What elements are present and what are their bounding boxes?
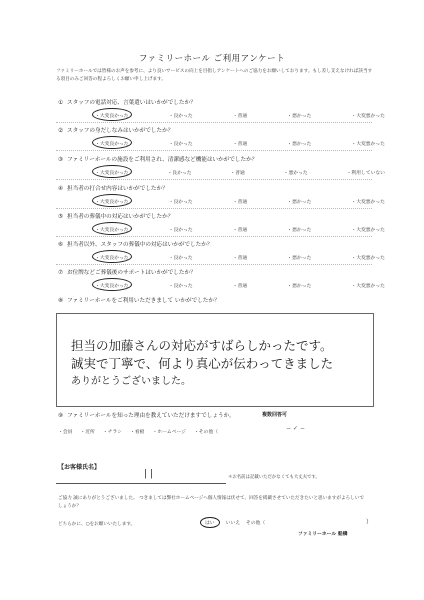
question-4	[58, 184, 168, 192]
question-number: ②	[58, 128, 64, 134]
option[interactable]: ・ 利用していない	[347, 169, 385, 176]
selected-answer-circle	[92, 194, 132, 207]
option[interactable]: ・ 良かった	[169, 112, 193, 119]
question-text: 担当者の打合せ内容はいかがでしたか？	[67, 186, 168, 192]
divider	[56, 150, 372, 151]
question-1	[58, 98, 196, 106]
choose-instruction: どちらかに、○をお願いいたします。	[58, 522, 136, 527]
question-text: ファミリーホールの施設をご利用され、清潔感など機能はいかがでしたか？	[67, 157, 258, 163]
option[interactable]: ・ 看板	[130, 428, 144, 435]
option[interactable]: ・ 良かった	[169, 226, 193, 233]
question-text: ファミリーホールをご利用いただきまして いかがでしたか？	[67, 298, 220, 304]
option[interactable]: ・ ホームページ	[152, 428, 186, 435]
selected-answer-circle	[92, 250, 132, 263]
option-yes-circled[interactable]: はい	[200, 517, 220, 528]
option[interactable]: ・ 近所	[80, 428, 94, 435]
option[interactable]: ・ 悪かった	[284, 169, 308, 176]
option[interactable]: ・ 大変良かった	[95, 112, 129, 119]
option[interactable]: ・ 普通	[233, 198, 247, 205]
handwritten-comment-line: 担当の加藤さんの対応がすばらしかったです。	[71, 338, 333, 353]
option[interactable]: ・ 良かった	[169, 198, 193, 205]
option[interactable]: ・ 大変良かった	[95, 254, 129, 261]
option[interactable]: ・ 悪かった	[287, 254, 311, 261]
handwritten-mark: − ✓ −	[286, 425, 305, 432]
question-7	[58, 268, 196, 276]
question-1-options	[95, 112, 385, 119]
question-number: ①	[58, 100, 64, 106]
selected-answer-circle	[92, 136, 132, 149]
option[interactable]: ・ チラシ	[103, 428, 122, 435]
option[interactable]: ・ 大変悪かった	[351, 226, 385, 233]
option[interactable]: ・ 大変良かった	[95, 140, 129, 147]
option[interactable]: ・ 大変良かった	[95, 226, 129, 233]
option[interactable]: ・ 良かった	[169, 254, 193, 261]
option[interactable]: ・ 大変良かった	[95, 282, 129, 289]
option[interactable]: ・ 大変悪かった	[351, 140, 385, 147]
option[interactable]: ・ 普通	[233, 226, 247, 233]
multiple-answer-note: 複数回答可	[262, 412, 288, 418]
option-no[interactable]: いいえ	[225, 521, 241, 526]
question-2	[58, 126, 173, 134]
name-field[interactable]	[56, 469, 226, 484]
question-text: 担当者の葬儀中の対応はいかがでしたか？	[67, 214, 174, 220]
thanks-text: ご協力 誠にありがとうございました。 つきましては弊社ホームページへ個人情報は伏せて、回答を掲載させていただきたいと思いますがよろしいでしょうか？	[58, 496, 364, 509]
option[interactable]: ・ 大変良かった	[95, 198, 129, 205]
selected-answer-circle	[92, 165, 132, 178]
question-9	[58, 411, 235, 419]
option[interactable]: ・ 会員	[58, 428, 72, 435]
divider	[56, 236, 372, 237]
question-text: ファミリーホールを知った理由を教えていただけますでしょうか。	[67, 413, 235, 419]
comment-box[interactable]	[56, 313, 374, 407]
option[interactable]: ・ 悪かった	[287, 282, 311, 289]
question-6-options	[95, 254, 385, 261]
option-other[interactable]: その他（	[246, 521, 266, 526]
selected-answer-circle	[92, 278, 132, 291]
option[interactable]: ・ 普通	[233, 282, 247, 289]
divider	[56, 264, 372, 265]
question-3-options	[95, 169, 385, 176]
question-5	[58, 212, 173, 220]
name-label: 【お客様氏名】	[58, 464, 101, 471]
option[interactable]: ・ 大変悪かった	[351, 254, 385, 261]
question-number: ③	[58, 157, 64, 163]
question-2-options	[95, 140, 385, 147]
handwritten-comment-line: ありがとうございました。	[71, 376, 191, 387]
question-6	[58, 240, 212, 248]
option[interactable]: ・ 大変良かった	[95, 169, 129, 176]
question-number: ⑨	[58, 413, 64, 419]
option[interactable]: ・ 普通	[230, 169, 244, 176]
option[interactable]: ・ その他（	[194, 428, 218, 435]
option[interactable]: ・ 良かった	[169, 282, 193, 289]
option[interactable]: ・ 普通	[233, 254, 247, 261]
selected-answer-circle	[92, 108, 132, 121]
question-8	[58, 296, 220, 304]
survey-intro: ファミリーホールでは皆様のお声を参考に、より良いサービスの向上を目指しアンケートへのご協力をお願いしております。もし差し支えなければ該当する項目のみご回答の程よろしくお願い申し上げます。	[56, 69, 373, 82]
question-text: お位牌などご葬儀後のサポートはいかがでしたか？	[67, 270, 196, 276]
question-7-options	[95, 282, 385, 289]
name-note: ＊お名前は記載いただかなくても大丈夫です。	[228, 475, 320, 480]
question-number: ⑤	[58, 214, 64, 220]
question-9-options	[58, 428, 218, 435]
question-4-options	[95, 198, 385, 205]
option[interactable]: ・ 大変悪かった	[351, 282, 385, 289]
question-text: スタッフの身だしなみはいかがでしたか？	[67, 128, 174, 134]
option[interactable]: ・ 普通	[233, 112, 247, 119]
publish-permission-options	[200, 517, 265, 528]
question-number: ⑥	[58, 242, 64, 248]
bracket-close: ）	[366, 519, 373, 526]
divider	[56, 179, 372, 180]
question-number: ⑦	[58, 270, 64, 276]
option[interactable]: ・ 悪かった	[287, 226, 311, 233]
option[interactable]: ・ 悪かった	[287, 140, 311, 147]
option[interactable]: ・ 悪かった	[287, 198, 311, 205]
option[interactable]: ・ 良かった	[169, 140, 193, 147]
option[interactable]: ・ 普通	[233, 140, 247, 147]
question-number: ⑧	[58, 298, 64, 304]
option[interactable]: ・ 大変悪かった	[351, 198, 385, 205]
option[interactable]: ・ 悪かった	[287, 112, 311, 119]
divider	[56, 122, 372, 123]
question-text: スタッフの電話対応、言葉遣いはいかがでしたか？	[67, 100, 196, 106]
divider	[56, 208, 372, 209]
option[interactable]: ・ 大変悪かった	[351, 112, 385, 119]
question-text: 担当者以外、スタッフの葬儀中の対応はいかがでしたか？	[67, 242, 213, 248]
selected-answer-circle	[92, 222, 132, 235]
question-number: ④	[58, 186, 64, 192]
question-3	[58, 155, 257, 163]
signature: ファミリーホール 船橋	[298, 532, 348, 537]
option[interactable]: ・ 良かった	[167, 169, 191, 176]
handwritten-name: | |	[144, 469, 153, 479]
question-5-options	[95, 226, 385, 233]
handwritten-comment-line: 誠実で丁寧で、何より真心が伝わってきました	[71, 356, 334, 371]
survey-title: ファミリーホール ご利用アンケート	[138, 54, 286, 64]
